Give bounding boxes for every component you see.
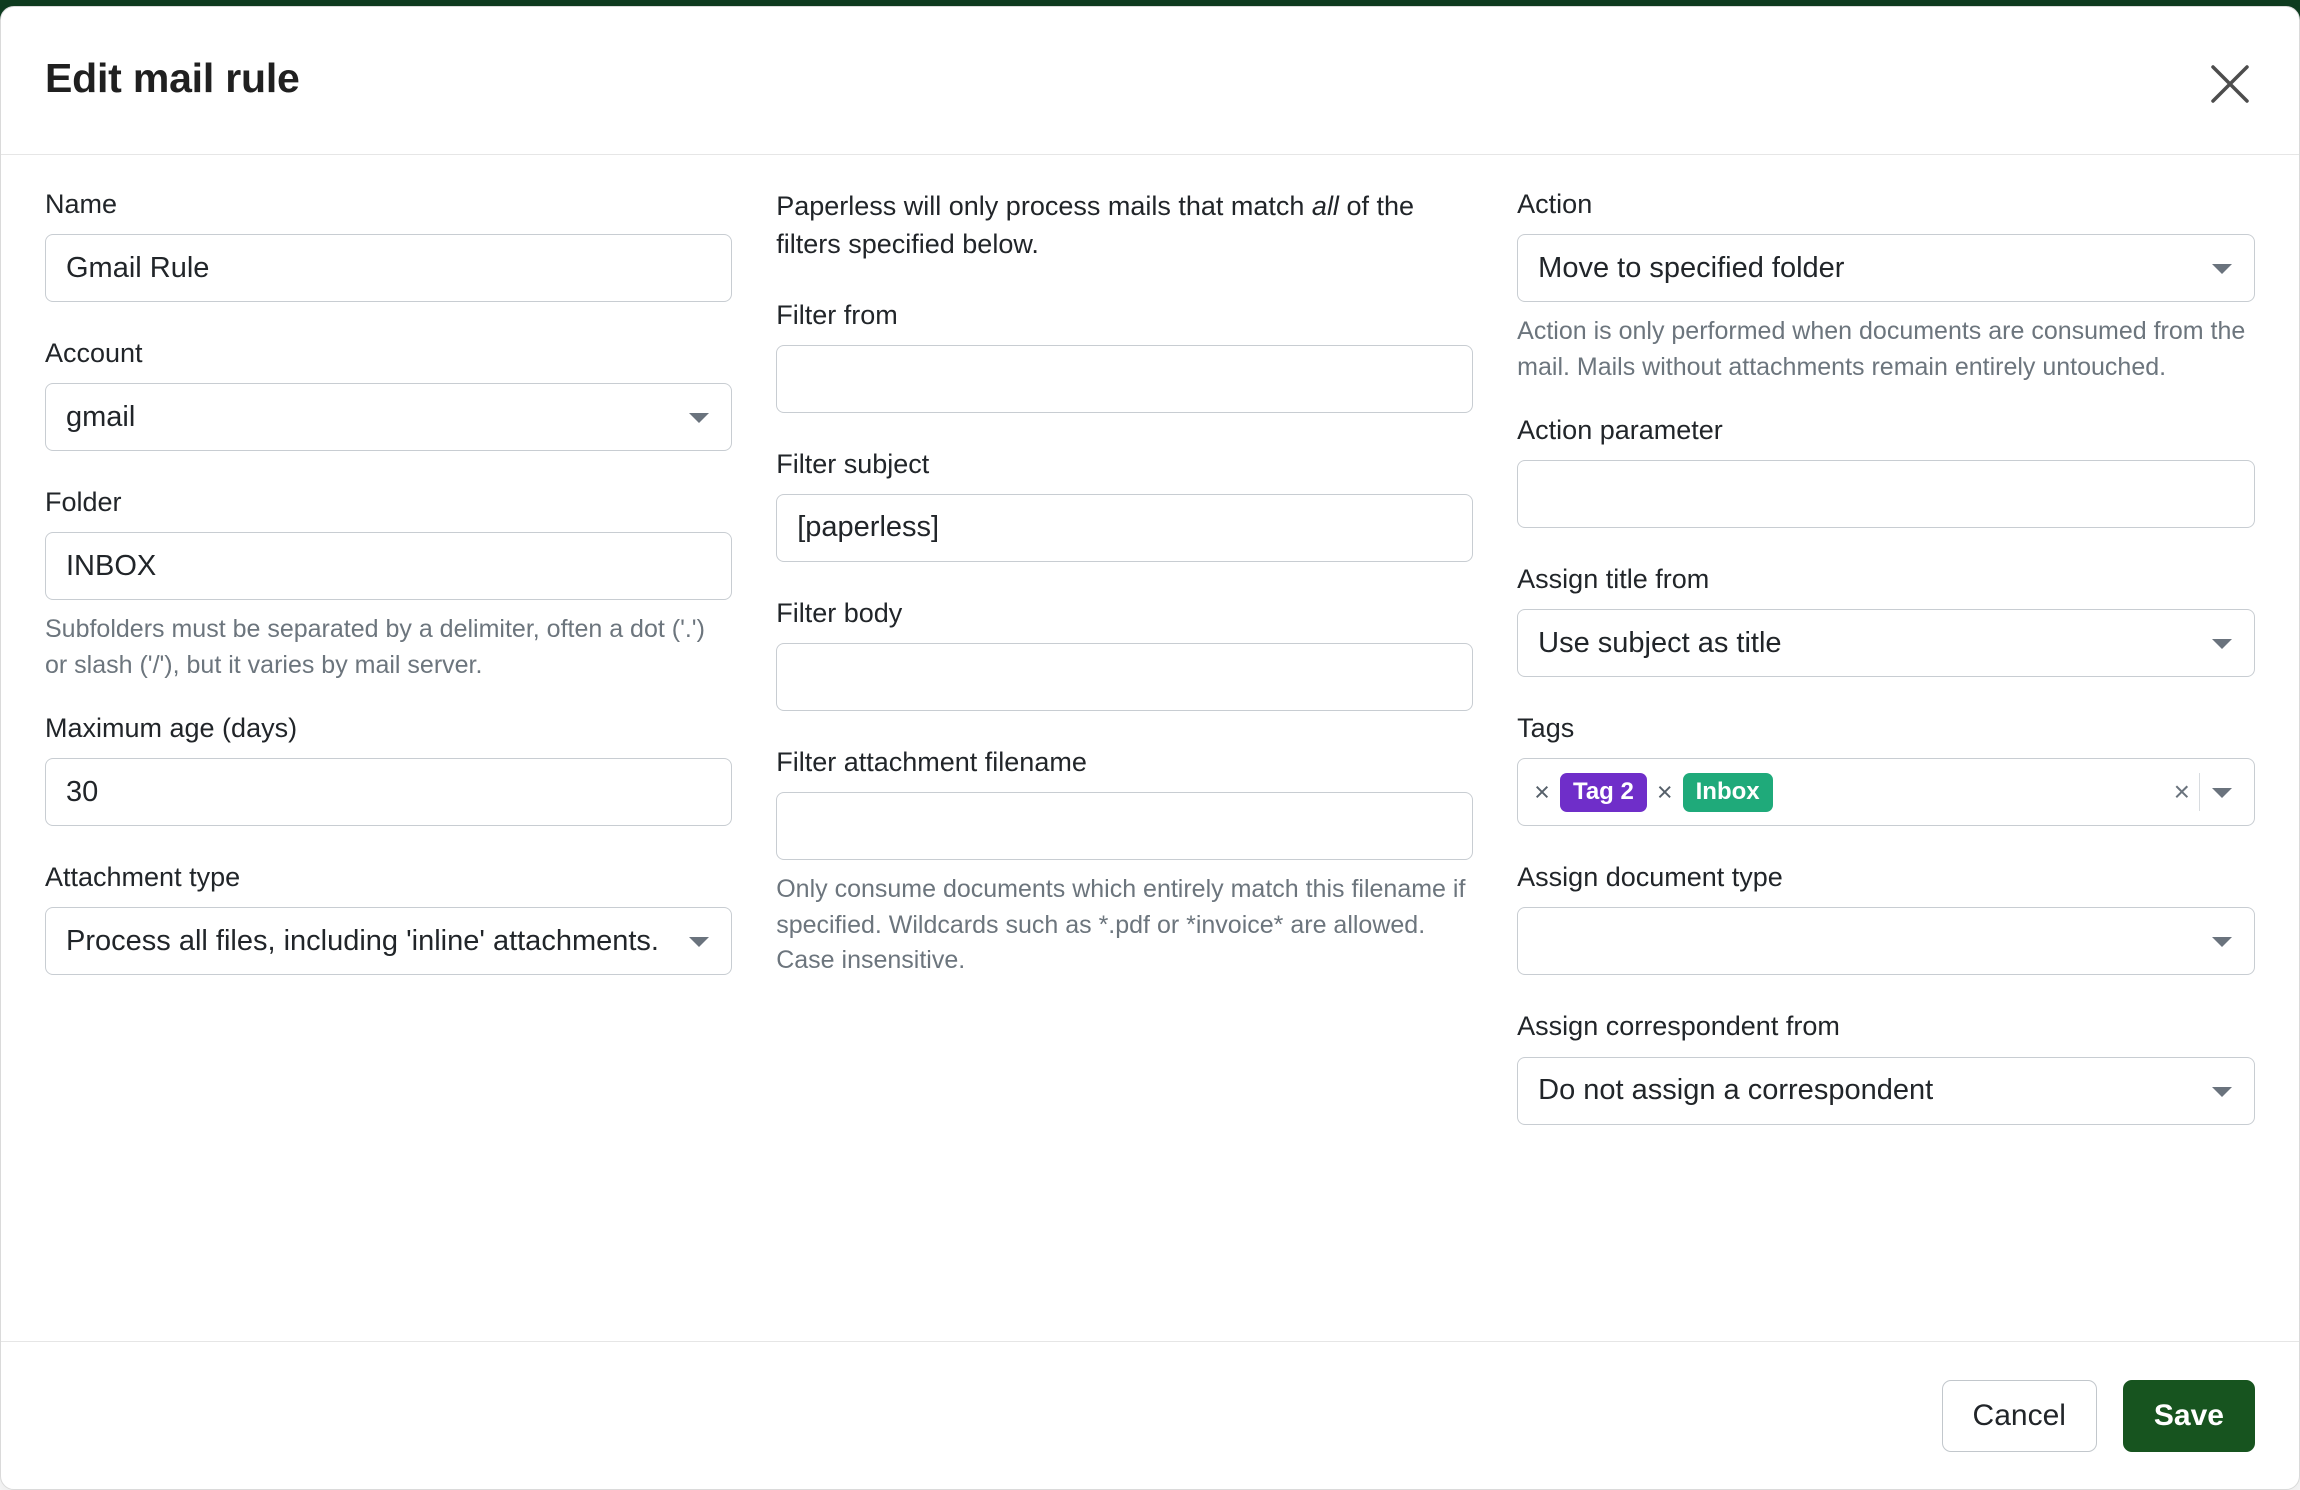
- assign-document-type-label: Assign document type: [1517, 862, 1783, 893]
- chevron-down-icon: [689, 413, 709, 423]
- action-help-text: Action is only performed when documents are consumed from the mail. Mails without attachments remain entirely untouched.: [1517, 317, 2246, 381]
- assign-title-from-label: Assign title from: [1517, 564, 1710, 595]
- tags-divider: [2199, 773, 2200, 811]
- maximum-age-input[interactable]: 30: [45, 758, 732, 826]
- cancel-button[interactable]: Cancel: [1942, 1380, 2097, 1452]
- tags-label: Tags: [1517, 713, 1575, 744]
- name-label: Name: [45, 189, 118, 219]
- chevron-down-icon: [2212, 264, 2232, 274]
- tag-pill: Tag 2: [1560, 773, 1647, 811]
- action-parameter-label: Action parameter: [1517, 415, 1723, 446]
- remove-tag-icon[interactable]: ×: [1656, 776, 1673, 807]
- filter-attachment-filename-input[interactable]: [776, 792, 1473, 860]
- chevron-down-icon: [2212, 788, 2232, 798]
- tag-pill: Inbox: [1683, 773, 1773, 811]
- actions-column: [1517, 187, 2255, 1341]
- chevron-down-icon: [2212, 937, 2232, 947]
- dialog-header: [1, 7, 2299, 155]
- close-icon[interactable]: [2205, 59, 2255, 109]
- filter-body-label: Filter body: [776, 597, 903, 628]
- folder-label: Folder: [45, 487, 122, 518]
- name-input[interactable]: Gmail Rule: [45, 234, 732, 302]
- remove-tag-icon[interactable]: ×: [1534, 776, 1550, 807]
- account-label: Account: [45, 338, 143, 369]
- assign-title-from-value: Use subject as title: [1538, 626, 1782, 659]
- save-button[interactable]: Save: [2123, 1380, 2255, 1452]
- assign-document-type-select[interactable]: [1517, 907, 2255, 975]
- edit-mail-rule-dialog: [0, 6, 2300, 1490]
- filters-column: [776, 187, 1517, 1341]
- filters-intro-text: [776, 187, 1473, 264]
- dialog-body: [1, 155, 2299, 1341]
- action-label: Action: [1517, 189, 1593, 219]
- filter-from-input[interactable]: [776, 345, 1473, 413]
- filters-intro-prefix: Paperless will only process mails that match: [776, 191, 1312, 221]
- filter-attachment-filename-label: Filter attachment filename: [776, 746, 1087, 777]
- chevron-down-icon: [689, 937, 709, 947]
- dialog-footer: [1, 1341, 2299, 1489]
- account-select[interactable]: [45, 383, 732, 451]
- folder-help-text: Subfolders must be separated by a delimiter, often a dot ('.') or slash ('/'), but it varies by mail server.: [45, 615, 705, 679]
- filters-intro-emphasis: all: [1311, 191, 1339, 221]
- attachment-type-label: Attachment type: [45, 862, 241, 893]
- attachment-type-value: Process all files, including 'inline' attachments.: [66, 924, 659, 957]
- assign-correspondent-from-label: Assign correspondent from: [1517, 1011, 1840, 1042]
- tag-chip: [1532, 773, 1647, 811]
- filter-attachment-help-text: Only consume documents which entirely match this filename if specified. Wildcards such as *.pdf or *invoice* are allowed. Case insensitive.: [776, 875, 1466, 975]
- action-parameter-input[interactable]: [1517, 460, 2255, 528]
- chevron-down-icon: [2212, 639, 2232, 649]
- filter-subject-input[interactable]: [paperless]: [776, 494, 1473, 562]
- account-select-value: gmail: [66, 400, 136, 433]
- tags-select[interactable]: [1517, 758, 2255, 826]
- action-select[interactable]: [1517, 234, 2255, 302]
- maximum-age-label: Maximum age (days): [45, 713, 298, 744]
- assign-correspondent-from-value: Do not assign a correspondent: [1538, 1074, 1934, 1107]
- action-select-value: Move to specified folder: [1538, 251, 1845, 284]
- assign-correspondent-from-select[interactable]: [1517, 1057, 2255, 1125]
- tag-chip: [1655, 773, 1773, 811]
- filter-subject-label: Filter subject: [776, 448, 930, 479]
- filter-body-input[interactable]: [776, 643, 1473, 711]
- folder-input[interactable]: INBOX: [45, 532, 732, 600]
- rule-basics-column: [45, 187, 776, 1341]
- filter-from-label: Filter from: [776, 299, 898, 330]
- filters-intro-suffix: of the filters specified below.: [776, 191, 1414, 260]
- chevron-down-icon: [2212, 1087, 2232, 1097]
- clear-tags-icon[interactable]: ×: [2173, 776, 2190, 808]
- dialog-title: Edit mail rule: [45, 55, 300, 101]
- assign-title-from-select[interactable]: [1517, 609, 2255, 677]
- attachment-type-select[interactable]: [45, 907, 732, 975]
